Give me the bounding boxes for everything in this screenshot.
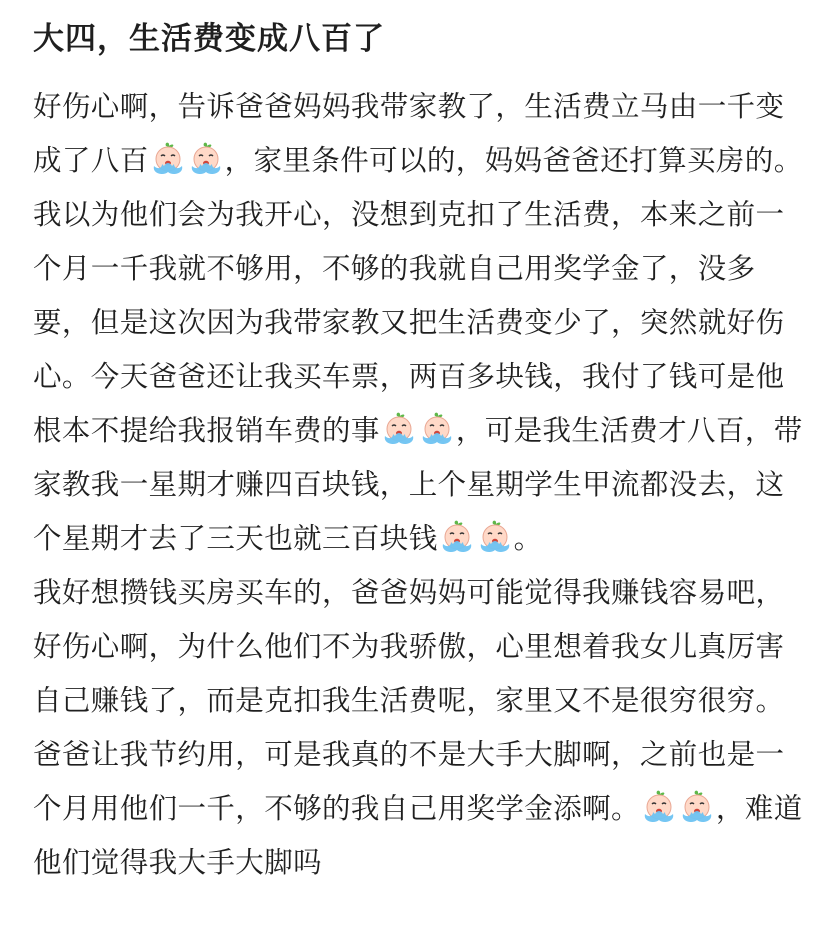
- crying-peach-icon: [188, 142, 224, 176]
- crying-peach-icon: [419, 412, 455, 446]
- crying-peach-icon: [439, 520, 475, 554]
- paragraph-text: ，难道他们觉得我大手大脚吗: [33, 792, 803, 879]
- paragraph-1: [33, 80, 804, 566]
- paragraph-3: [33, 728, 804, 890]
- crying-peach-icon: [641, 790, 677, 824]
- paragraph-2: [33, 566, 804, 728]
- post-body: [33, 80, 804, 890]
- crying-peach-icon: [679, 790, 715, 824]
- paragraph-text: 。: [513, 522, 543, 555]
- crying-peach-icon: [477, 520, 513, 554]
- paragraph-text: ，可是我生活费才八百，带家教我一星期才赚四百块钱，上个星期学生甲流都没去，这个星期才去了三天也就三百块钱: [33, 414, 803, 555]
- post-title: 大四，生活费变成八百了: [33, 21, 385, 57]
- paragraph-text: 爸爸让我节约用，可是我真的不是大手大脚啊，之前也是一个月用他们一千，不够的我自己用奖学金添啊。: [33, 738, 785, 825]
- paragraph-text: ，家里条件可以的，妈妈爸爸还打算买房的。我以为他们会为我开心，没想到克扣了生活费，本来之前一个月一千我就不够用，不够的我就自己用奖学金了，没多要，但是这次因为我带家教又把生活费变少了，突然就好伤心。今天爸爸还让我买车票，两百多块钱，我付了钱可是他根本不提给我报销车费的事: [33, 144, 803, 447]
- paragraph-text: 我好想攒钱买房买车的，爸爸妈妈可能觉得我赚钱容易吧，好伤心啊，为什么他们不为我骄傲，心里想着我女儿真厉害自己赚钱了，而是克扣我生活费呢，家里又不是很穷很穷。: [33, 576, 785, 717]
- crying-peach-icon: [381, 412, 417, 446]
- paragraph-text: 好伤心啊，告诉爸爸妈妈我带家教了，生活费立马由一千变成了八百: [33, 90, 785, 177]
- crying-peach-icon: [150, 142, 186, 176]
